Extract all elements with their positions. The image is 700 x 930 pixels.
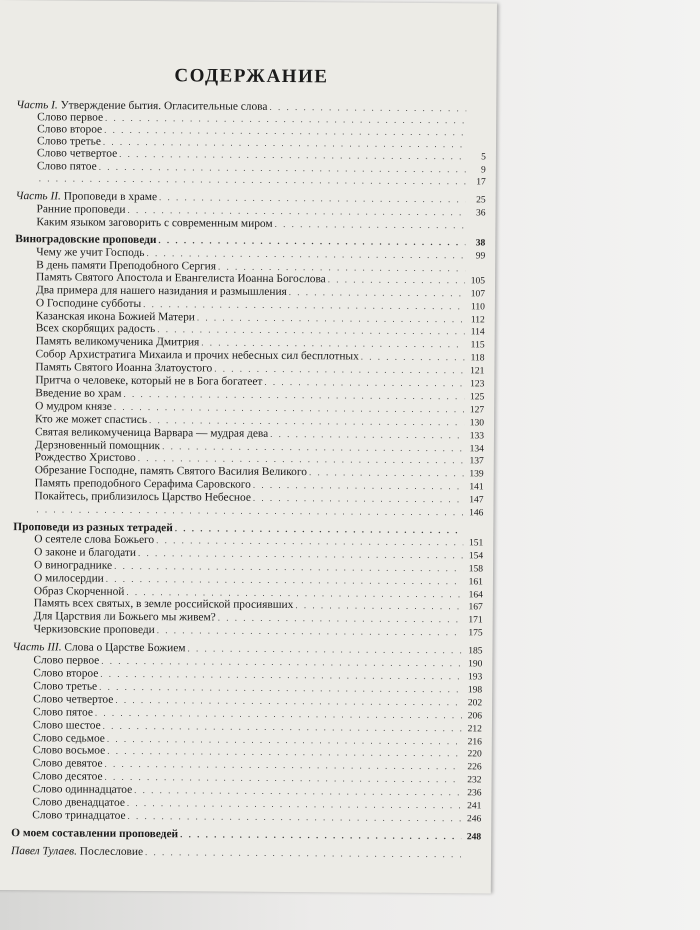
toc-entry-title bbox=[15, 247, 144, 260]
toc-entry-title bbox=[13, 547, 136, 560]
toc-entry-title bbox=[11, 797, 125, 810]
toc-page-number: 226 bbox=[467, 762, 482, 773]
toc-page-number: 236 bbox=[467, 788, 482, 799]
toc-entry-label: Введение во храм bbox=[35, 387, 122, 400]
toc-page-number: 193 bbox=[467, 672, 483, 683]
toc-leader-dots bbox=[119, 148, 466, 162]
toc-page-number: 134 bbox=[469, 443, 484, 454]
toc-page-number: 185 bbox=[468, 646, 483, 657]
toc-page-number: 123 bbox=[470, 379, 485, 390]
toc-entry-title bbox=[14, 388, 121, 401]
toc-leader-dots bbox=[157, 625, 463, 639]
toc-entry-title bbox=[12, 707, 93, 719]
toc-entry-title bbox=[11, 810, 125, 823]
toc-page-number: 206 bbox=[467, 710, 483, 722]
toc-page-number: 139 bbox=[469, 469, 484, 480]
toc-page-number: 212 bbox=[467, 723, 482, 734]
toc-leader-dots bbox=[187, 643, 462, 657]
toc-entry[interactable] bbox=[11, 846, 481, 861]
toc-page-number: 158 bbox=[468, 564, 484, 575]
toc-entry-title bbox=[16, 161, 97, 173]
toc-entry-label: Каким языком заговорить с современным миром bbox=[36, 216, 273, 231]
toc-entry-label: Виноградовские проповеди bbox=[15, 233, 157, 247]
toc-entry-title bbox=[14, 401, 112, 414]
toc-entry-label: Слово шестое bbox=[32, 718, 101, 732]
toc-entry-label: Слово одиннадцатое bbox=[32, 783, 133, 797]
toc-entry-label: Слово девятое bbox=[32, 757, 103, 771]
toc-page-number: 175 bbox=[468, 628, 483, 639]
toc-entry-label: Для Царствия ли Божьего мы живем? bbox=[33, 610, 216, 624]
toc-page-number: 133 bbox=[469, 430, 485, 442]
toc-entry-label: Святая великомученица Варвара — мудрая дева bbox=[34, 425, 269, 440]
toc-entry-label: О законе и благодати bbox=[34, 546, 137, 559]
toc-leader-dots bbox=[114, 402, 464, 416]
toc-entry-label: Чему же учит Господь bbox=[36, 246, 145, 259]
toc-entry-label: О сеятеле слова Божьего bbox=[34, 533, 155, 546]
toc-page-number: 146 bbox=[469, 508, 484, 519]
toc-page-number: 115 bbox=[470, 340, 485, 351]
toc-entry-label: Слово тринадцатое bbox=[32, 809, 126, 822]
toc-leader-dots bbox=[114, 561, 463, 575]
toc-entry-label: О мудром князе bbox=[35, 400, 112, 413]
toc-entry-label: Слово первое bbox=[37, 111, 104, 124]
toc-page-number: 202 bbox=[467, 698, 483, 709]
toc-entry-label: Слово пятое bbox=[32, 705, 93, 719]
toc-leader-dots bbox=[218, 613, 463, 627]
toc-entry-title bbox=[13, 560, 112, 573]
toc-entry-label: Утверждение бытия. Огласительные слова bbox=[60, 99, 268, 113]
toc-entry-title bbox=[13, 624, 155, 637]
toc-entry-label: О Господине субботы bbox=[35, 296, 142, 310]
toc-leader-dots bbox=[270, 429, 464, 442]
toc-page-number: 167 bbox=[468, 602, 483, 613]
toc-entry-label: Слово четвертое bbox=[36, 146, 118, 160]
toc-leader-dots bbox=[289, 287, 465, 300]
toc-page-number: 220 bbox=[467, 749, 482, 760]
toc-leader-dots bbox=[115, 695, 462, 709]
toc-entry-title bbox=[11, 846, 143, 859]
toc-page-number: 9 bbox=[481, 164, 486, 175]
toc-entry-label: Память Святого Апостола и Евангелиста Иоанна Богослова bbox=[36, 271, 326, 286]
toc-entry-title bbox=[14, 453, 136, 466]
toc-leader-dots bbox=[138, 548, 463, 562]
toc-entry-prefix: Часть II. bbox=[15, 190, 64, 203]
toc-page-number: 151 bbox=[468, 538, 484, 549]
toc-entry-title bbox=[12, 771, 103, 784]
toc-entry-title bbox=[15, 204, 125, 217]
toc-page-number: 127 bbox=[469, 405, 485, 416]
toc-entry-title bbox=[13, 491, 250, 505]
toc-leader-dots bbox=[264, 377, 464, 390]
toc-entry-label: Слово второе bbox=[33, 667, 99, 680]
toc-leader-dots bbox=[128, 811, 462, 825]
toc-page-number: 107 bbox=[470, 288, 485, 300]
toc-page-number: 161 bbox=[468, 576, 483, 588]
toc-page-number: 105 bbox=[470, 276, 486, 287]
toc-entry-title bbox=[12, 694, 113, 707]
toc-entry-title bbox=[11, 784, 132, 797]
toc-leader-dots bbox=[361, 352, 465, 365]
toc-entry-label: Слово четвертое bbox=[33, 693, 114, 706]
toc-leader-dots bbox=[106, 573, 463, 587]
toc-entry-label: Образ Скорченной bbox=[33, 584, 125, 598]
table-of-contents bbox=[11, 64, 487, 861]
toc-leader-dots bbox=[95, 707, 462, 721]
toc-leader-dots bbox=[104, 759, 461, 773]
toc-page-number: 171 bbox=[468, 615, 483, 626]
toc-entry-label: Кто же может спастись bbox=[35, 413, 148, 426]
toc-entry-title bbox=[11, 828, 178, 841]
toc-entry-label: Проповеди из разных тетрадей bbox=[13, 521, 173, 535]
toc-leader-dots bbox=[100, 669, 462, 683]
toc-entry-title bbox=[12, 746, 106, 759]
toc-entry-title bbox=[12, 720, 101, 733]
toc-page-number: 248 bbox=[466, 832, 482, 843]
toc-leader-dots bbox=[157, 325, 465, 339]
toc-entry-title bbox=[12, 655, 99, 668]
toc-page-number: 112 bbox=[470, 314, 485, 325]
toc-entry-label: Слово седьмое bbox=[32, 731, 105, 745]
toc-page-number: 147 bbox=[469, 495, 484, 506]
toc-page-number: 164 bbox=[468, 589, 483, 600]
toc-entry-label: Обрезание Господне, память Святого Василия Великого bbox=[34, 464, 308, 479]
toc-page-number: 232 bbox=[467, 775, 482, 786]
toc-page-number: 125 bbox=[469, 392, 485, 403]
toc-leader-dots bbox=[253, 493, 464, 506]
toc-entry-label: Слово первое bbox=[33, 654, 100, 667]
toc-leader-dots bbox=[309, 468, 464, 481]
toc-leader-dots bbox=[101, 656, 462, 670]
toc-entry-title bbox=[15, 298, 141, 311]
toc-entry-title bbox=[15, 324, 156, 337]
toc-entry-title bbox=[12, 758, 103, 771]
toc-leader-dots bbox=[145, 847, 461, 861]
toc-leader-dots bbox=[295, 601, 463, 614]
toc-leader-dots bbox=[328, 274, 465, 287]
toc-entry-label: Всех скорбящих радость bbox=[35, 322, 156, 336]
toc-entry-label: Слово десятое bbox=[32, 770, 103, 783]
toc-entry-label: О винограднике bbox=[34, 558, 113, 572]
toc-entry-label: О милосердии bbox=[33, 571, 104, 585]
toc-leader-dots bbox=[103, 720, 462, 734]
toc-leader-dots bbox=[158, 235, 465, 249]
toc-page-number: 110 bbox=[470, 301, 485, 312]
toc-entry-label: Послесловие bbox=[79, 845, 144, 858]
toc-page-number: 154 bbox=[468, 551, 484, 562]
toc-leader-dots bbox=[107, 746, 462, 760]
toc-leader-dots bbox=[180, 829, 461, 843]
toc-page-number: 246 bbox=[467, 814, 482, 825]
toc-list bbox=[11, 100, 486, 861]
toc-page-number: 198 bbox=[467, 685, 483, 696]
toc-entry-title bbox=[12, 681, 97, 693]
toc-leader-dots bbox=[123, 389, 464, 403]
toc-entry-title bbox=[14, 414, 147, 427]
toc-entry-title bbox=[15, 234, 156, 247]
toc-entry-title bbox=[16, 148, 117, 161]
toc-page-number: 99 bbox=[475, 251, 486, 262]
toc-entry-label: Слово двенадцатое bbox=[32, 796, 125, 809]
toc-entry-label: Два примера для нашего назидания и размышления bbox=[35, 283, 287, 298]
toc-entry-label: Ранние проповеди bbox=[36, 203, 126, 217]
toc-page-number: 121 bbox=[470, 366, 485, 377]
toc-page-number: 190 bbox=[468, 659, 483, 670]
toc-entry-label: Рождество Христово bbox=[34, 451, 136, 465]
toc-entry-label: Слово второе bbox=[37, 123, 103, 136]
toc-title: СОДЕРЖАНИЕ bbox=[174, 65, 329, 88]
toc-entry-label: Дерзновенный помощник bbox=[34, 438, 161, 452]
toc-entry-label: Слово пятое bbox=[36, 159, 97, 173]
toc-leader-dots bbox=[197, 312, 465, 326]
toc-entry-prefix: Часть I. bbox=[16, 99, 61, 112]
toc-entry-label: Память преподобного Серафима Саровского bbox=[34, 477, 251, 492]
toc-leader-dots bbox=[253, 480, 464, 493]
toc-page-number: 216 bbox=[467, 736, 482, 747]
toc-entry-title bbox=[12, 733, 105, 746]
toc-page-number: 25 bbox=[476, 195, 486, 206]
toc-page-number: 118 bbox=[470, 353, 485, 364]
toc-page-number: 241 bbox=[467, 801, 482, 812]
toc-entry-title bbox=[15, 217, 272, 231]
toc-page-number: 114 bbox=[470, 327, 485, 338]
toc-entry-title bbox=[12, 668, 98, 681]
toc-leader-dots bbox=[127, 798, 462, 812]
toc-leader-dots bbox=[275, 219, 466, 232]
toc-page-number: 36 bbox=[475, 208, 486, 219]
toc-page-number: 141 bbox=[469, 482, 484, 493]
toc-leader-dots bbox=[162, 441, 464, 455]
toc-entry-prefix: Часть III. bbox=[12, 641, 65, 654]
toc-entry-label: Память Святого Иоанна Златоустого bbox=[35, 361, 213, 375]
toc-entry-label: Казанская икона Божией Матери bbox=[35, 309, 195, 323]
toc-page-number: 130 bbox=[469, 418, 485, 429]
toc-leader-dots bbox=[134, 785, 461, 799]
toc-leader-dots bbox=[107, 733, 462, 747]
toc-entry-title bbox=[13, 586, 125, 599]
toc-entry-label: Слово восьмое bbox=[32, 744, 106, 758]
toc-page-number: 17 bbox=[476, 177, 486, 188]
toc-entry-label: В день памяти Преподобного Сергия bbox=[36, 259, 217, 273]
toc-entry-title bbox=[13, 573, 104, 586]
toc-entry-label: Собор Архистратига Михаила и прочих небесных сил бесплотных bbox=[35, 348, 359, 363]
toc-entry-label: Проповеди в храме bbox=[63, 190, 158, 204]
toc-page-number: 38 bbox=[475, 238, 486, 249]
toc-entry-label: Покайтесь, приблизилось Царство Небесное bbox=[34, 490, 251, 504]
toc-entry-title bbox=[14, 440, 160, 453]
toc-page-number: 137 bbox=[469, 456, 484, 467]
toc-entry-title bbox=[16, 191, 158, 204]
toc-entry-label: О моем составлении проповедей bbox=[11, 826, 179, 841]
toc-entry-label: Слова о Царстве Божием bbox=[64, 641, 186, 655]
toc-leader-dots bbox=[99, 682, 462, 696]
toc-page-number: 5 bbox=[481, 151, 486, 163]
toc-entry-label: Черкизовские проповеди bbox=[33, 623, 155, 637]
toc-entry-label: Слово третье bbox=[33, 680, 98, 693]
toc-leader-dots bbox=[156, 535, 463, 549]
toc-entry-label: Слово третье bbox=[36, 134, 101, 148]
toc-entry-prefix: Павел Тулаев. bbox=[11, 844, 80, 858]
toc-entry-title bbox=[13, 534, 154, 547]
toc-leader-dots bbox=[159, 192, 466, 206]
toc-entry-label: Притча о человеке, который не в Бога богатеет bbox=[35, 374, 263, 388]
toc-entry-label: Память всех святых, в земле российской просиявших bbox=[33, 597, 294, 612]
toc-leader-dots bbox=[104, 772, 461, 786]
toc-entry-label: Память великомученика Дмитрия bbox=[35, 335, 200, 349]
